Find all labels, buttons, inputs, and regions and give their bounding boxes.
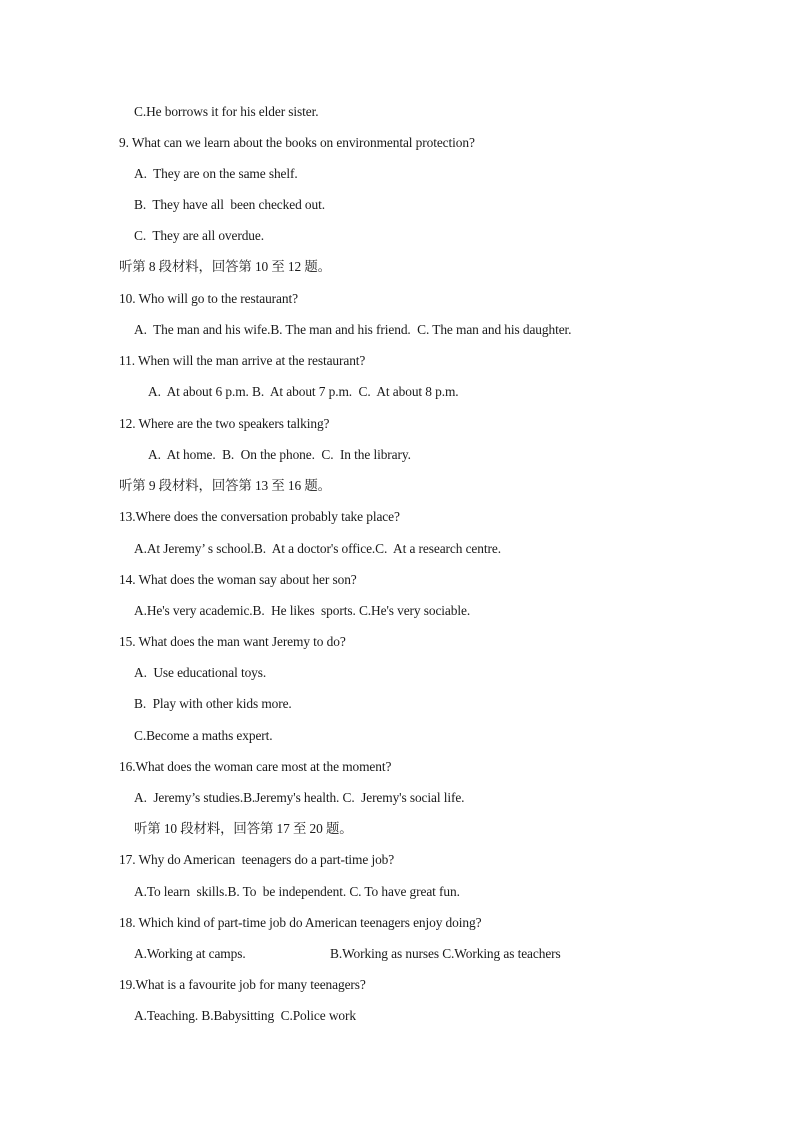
question-14: 14. What does the woman say about her son? xyxy=(119,572,357,587)
q8-option-c: C.He borrows it for his elder sister. xyxy=(134,104,319,119)
q16-options: A. Jeremy’s studies.B.Jeremy's health. C. Jeremy's social life. xyxy=(134,790,465,805)
question-17: 17. Why do American teenagers do a part-time job? xyxy=(119,852,395,867)
question-11: 11. When will the man arrive at the restaurant? xyxy=(119,353,366,368)
section-heading-9: 听第 9 段材料，回答第 13 至 16 题。 xyxy=(119,478,331,493)
question-16: 16.What does the woman care most at the moment? xyxy=(119,759,392,774)
q15-option-a: A. Use educational toys. xyxy=(134,665,267,680)
q14-options: A.He's very academic.B. He likes sports. C.He's very sociable. xyxy=(134,603,471,618)
q19-options: A.Teaching. B.Babysitting C.Police work xyxy=(134,1008,356,1023)
section-heading-8: 听第 8 段材料，回答第 10 至 12 题。 xyxy=(119,259,331,274)
q18-option-a: A.Working at camps. xyxy=(134,946,246,961)
q10-options: A. The man and his wife.B. The man and his friend. C. The man and his daughter. xyxy=(134,322,572,337)
question-15: 15. What does the man want Jeremy to do? xyxy=(119,634,346,649)
q9-option-c: C. They are all overdue. xyxy=(134,228,264,243)
q11-options: A. At about 6 p.m. B. At about 7 p.m. C. At about 8 p.m. xyxy=(148,384,459,399)
q12-options: A. At home. B. On the phone. C. In the library. xyxy=(148,447,411,462)
question-19: 19.What is a favourite job for many teenagers? xyxy=(119,977,366,992)
q9-option-b: B. They have all been checked out. xyxy=(134,197,325,212)
q17-options: A.To learn skills.B. To be independent. C. To have great fun. xyxy=(134,884,460,899)
q15-option-c: C.Become a maths expert. xyxy=(134,728,273,743)
question-12: 12. Where are the two speakers talking? xyxy=(119,416,330,431)
q9-option-a: A. They are on the same shelf. xyxy=(134,166,298,181)
question-13: 13.Where does the conversation probably take place? xyxy=(119,509,400,524)
section-heading-10: 听第 10 段材料，回答第 17 至 20 题。 xyxy=(134,821,353,836)
question-18: 18. Which kind of part-time job do American teenagers enjoy doing? xyxy=(119,915,482,930)
q13-options: A.At Jeremy’ s school.B. At a doctor's office.C. At a research centre. xyxy=(134,541,501,556)
q18-options-bc: B.Working as nurses C.Working as teachers xyxy=(330,946,561,961)
question-9: 9. What can we learn about the books on environmental protection? xyxy=(119,135,475,150)
question-10: 10. Who will go to the restaurant? xyxy=(119,291,298,306)
q15-option-b: B. Play with other kids more. xyxy=(134,696,292,711)
